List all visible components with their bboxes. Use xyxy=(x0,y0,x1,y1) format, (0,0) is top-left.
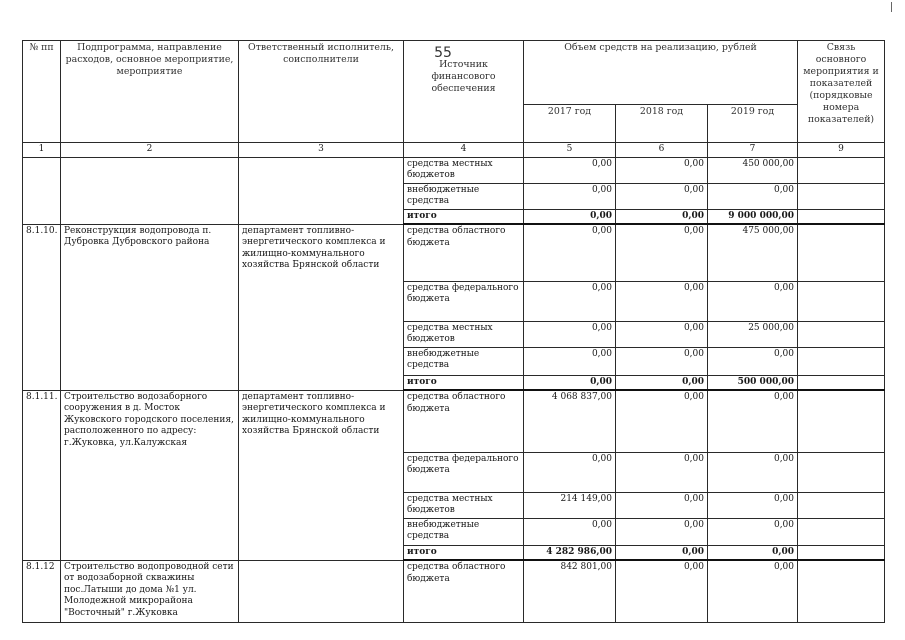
indicator-link xyxy=(798,518,885,545)
column-number: 6 xyxy=(616,143,708,158)
value-2017: 0,00 xyxy=(524,347,616,375)
item-code: 8.1.10. xyxy=(23,224,61,390)
value-2019: 0,00 xyxy=(708,545,798,560)
value-2019: 0,00 xyxy=(708,492,798,518)
funding-source: итого xyxy=(404,375,524,390)
value-2019: 0,00 xyxy=(708,560,798,622)
value-2018: 0,00 xyxy=(616,157,708,183)
value-2017: 0,00 xyxy=(524,183,616,209)
value-2019: 0,00 xyxy=(708,390,798,452)
value-2018: 0,00 xyxy=(616,545,708,560)
column-number: 3 xyxy=(239,143,404,158)
indicator-link xyxy=(798,560,885,622)
indicator-link xyxy=(798,157,885,183)
value-2018: 0,00 xyxy=(616,560,708,622)
value-2019: 0,00 xyxy=(708,452,798,492)
funding-row xyxy=(23,560,885,622)
value-2017: 0,00 xyxy=(524,281,616,321)
column-number: 1 xyxy=(23,143,61,158)
empty-program-cell xyxy=(61,157,239,224)
funding-row xyxy=(23,157,885,183)
value-2017: 4 068 837,00 xyxy=(524,390,616,452)
value-2017: 0,00 xyxy=(524,375,616,390)
value-2019: 0,00 xyxy=(708,518,798,545)
funding-source: средства федерального бюджета xyxy=(404,452,524,492)
corner-mark xyxy=(891,2,892,12)
item-code: 8.1.11. xyxy=(23,390,61,560)
funding-source: средства областного бюджета xyxy=(404,390,524,452)
empty-code-cell xyxy=(23,157,61,224)
value-2017: 0,00 xyxy=(524,157,616,183)
value-2018: 0,00 xyxy=(616,224,708,281)
indicator-link xyxy=(798,390,885,452)
value-2018: 0,00 xyxy=(616,518,708,545)
header-executor: Ответственный исполнитель, соисполнители xyxy=(239,41,404,143)
value-2017: 842 801,00 xyxy=(524,560,616,622)
column-number: 2 xyxy=(61,143,239,158)
value-2017: 214 149,00 xyxy=(524,492,616,518)
value-2018: 0,00 xyxy=(616,281,708,321)
value-2018: 0,00 xyxy=(616,375,708,390)
value-2017: 0,00 xyxy=(524,518,616,545)
value-2018: 0,00 xyxy=(616,321,708,347)
funding-source: внебюджетные средства xyxy=(404,183,524,209)
value-2018: 0,00 xyxy=(616,452,708,492)
header-year-2017: 2017 год xyxy=(524,105,616,143)
column-number: 9 xyxy=(798,143,885,158)
value-2019: 9 000 000,00 xyxy=(708,209,798,224)
value-2019: 450 000,00 xyxy=(708,157,798,183)
header-source: Источник финансового обеспечения xyxy=(404,41,524,143)
funding-source: средства местных бюджетов xyxy=(404,157,524,183)
item-title: Строительство водопроводной сети от водозаборной скважины пос.Латыши до дома №1 ул. Молодежной микрорайона "Восточный" г.Жуковка xyxy=(61,560,239,622)
funding-source: внебюджетные средства xyxy=(404,347,524,375)
header-year-2019: 2019 год xyxy=(708,105,798,143)
value-2018: 0,00 xyxy=(616,390,708,452)
header-year-2018: 2018 год xyxy=(616,105,708,143)
value-2017: 4 282 986,00 xyxy=(524,545,616,560)
column-number: 7 xyxy=(708,143,798,158)
funding-source: средства местных бюджетов xyxy=(404,321,524,347)
item-executor: департамент топливно-энергетического комплекса и жилищно-коммунального хозяйства Брянской области xyxy=(239,390,404,560)
value-2019: 25 000,00 xyxy=(708,321,798,347)
indicator-link xyxy=(798,321,885,347)
funding-source: средства местных бюджетов xyxy=(404,492,524,518)
item-executor xyxy=(239,560,404,622)
funding-source: средства областного бюджета xyxy=(404,224,524,281)
column-number: 5 xyxy=(524,143,616,158)
funding-row xyxy=(23,390,885,452)
item-title: Реконструкция водопровода п. Дубровка Дубровского района xyxy=(61,224,239,390)
value-2019: 0,00 xyxy=(708,347,798,375)
value-2019: 500 000,00 xyxy=(708,375,798,390)
funding-source: средства областного бюджета xyxy=(404,560,524,622)
value-2018: 0,00 xyxy=(616,183,708,209)
header-program: Подпрограмма, направление расходов, основное мероприятие, мероприятие xyxy=(61,41,239,143)
value-2017: 0,00 xyxy=(524,321,616,347)
indicator-link xyxy=(798,347,885,375)
budget-table xyxy=(22,40,885,623)
indicator-link xyxy=(798,492,885,518)
indicator-link xyxy=(798,545,885,560)
value-2018: 0,00 xyxy=(616,492,708,518)
value-2019: 0,00 xyxy=(708,281,798,321)
funding-source: средства федерального бюджета xyxy=(404,281,524,321)
value-2018: 0,00 xyxy=(616,209,708,224)
indicator-link xyxy=(798,209,885,224)
item-executor: департамент топливно-энергетического комплекса и жилищно-коммунального хозяйства Брянской области xyxy=(239,224,404,390)
funding-source: итого xyxy=(404,545,524,560)
value-2017: 0,00 xyxy=(524,224,616,281)
item-code: 8.1.12 xyxy=(23,560,61,622)
value-2017: 0,00 xyxy=(524,209,616,224)
column-number-row xyxy=(23,143,885,158)
indicator-link xyxy=(798,375,885,390)
header-no: № пп xyxy=(23,41,61,143)
value-2017: 0,00 xyxy=(524,452,616,492)
header-volume: Объем средств на реализацию, рублей xyxy=(524,41,798,105)
funding-source: внебюджетные средства xyxy=(404,518,524,545)
value-2019: 475 000,00 xyxy=(708,224,798,281)
value-2018: 0,00 xyxy=(616,347,708,375)
indicator-link xyxy=(798,452,885,492)
header-link: Связь основного мероприятия и показателей (порядковые номера показателей) xyxy=(798,41,885,143)
page-number: 55 xyxy=(434,45,452,61)
funding-source: итого xyxy=(404,209,524,224)
indicator-link xyxy=(798,224,885,281)
funding-row xyxy=(23,224,885,281)
indicator-link xyxy=(798,281,885,321)
indicator-link xyxy=(798,183,885,209)
value-2019: 0,00 xyxy=(708,183,798,209)
column-number: 4 xyxy=(404,143,524,158)
empty-executor-cell xyxy=(239,157,404,224)
item-title: Строительство водозаборного сооружения в д. Мосток Жуковского городского поселения, расположенного по адресу: г.Жуковка, ул.Калужская xyxy=(61,390,239,560)
